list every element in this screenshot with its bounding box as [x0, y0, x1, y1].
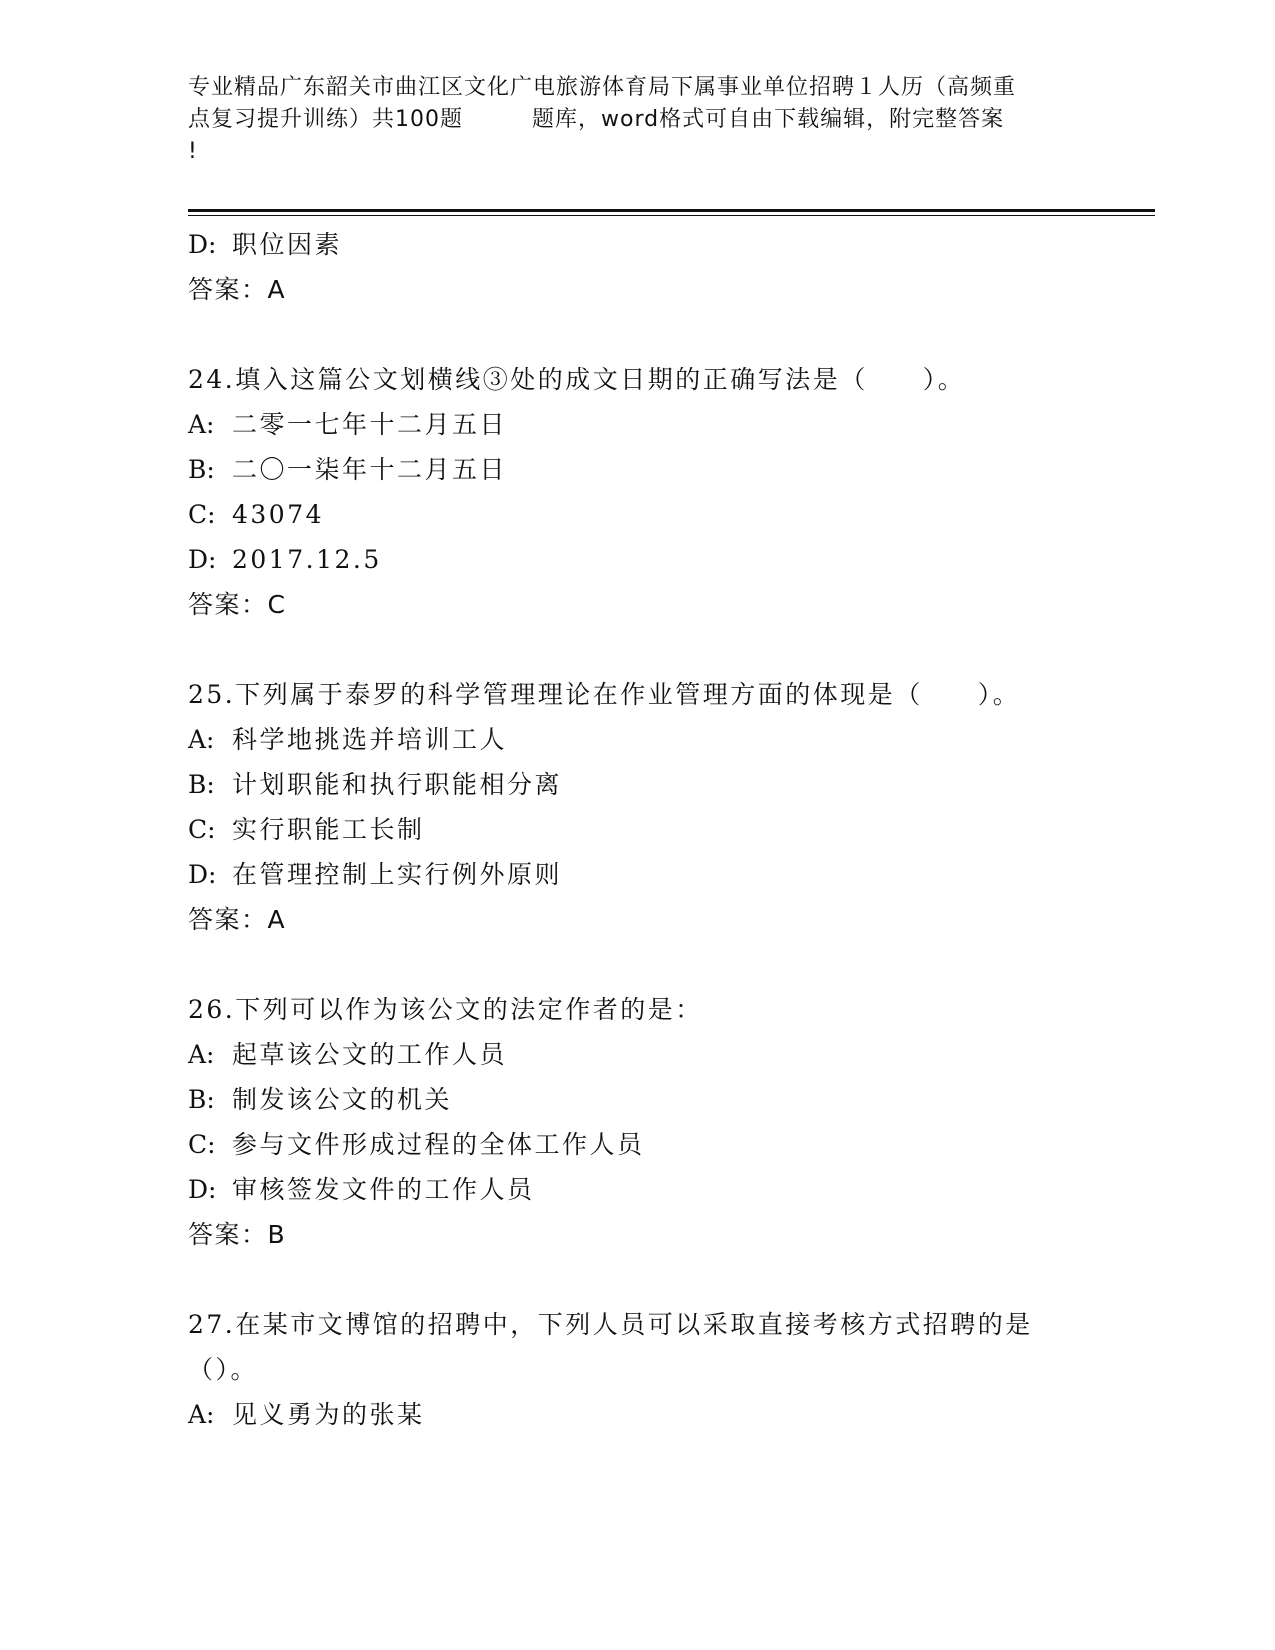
question-25: [188, 672, 1148, 942]
option-a: [188, 717, 1148, 762]
question-list: [188, 222, 1148, 1437]
header-divider-thick: [188, 209, 1155, 212]
option-text: 在管理控制上实行例外原则: [232, 860, 563, 889]
option-c: [188, 1122, 1148, 1167]
option-text: 审核签发文件的工作人员: [232, 1175, 535, 1204]
answer-line: 答案：B: [188, 1220, 287, 1249]
option-b: [188, 447, 1148, 492]
option-text: 43074: [232, 500, 325, 529]
option-label: D:: [188, 860, 217, 889]
header-line: 点复习提升训练）共100题 题库，word格式可自由下载编辑，附完整答案: [188, 107, 1005, 132]
question-24: [188, 357, 1148, 627]
option-a: [188, 402, 1148, 447]
option-text: 制发该公文的机关: [232, 1085, 453, 1114]
option-text: 二〇一柒年十二月五日: [232, 455, 508, 484]
answer-line: 答案：A: [188, 275, 287, 304]
question-26: [188, 987, 1148, 1257]
option-b: [188, 1077, 1148, 1122]
option-label: A:: [188, 725, 215, 754]
option-text: 见义勇为的张某: [232, 1400, 425, 1429]
option-label: B:: [188, 1085, 215, 1114]
option-c: [188, 492, 1148, 537]
option-text: 参与文件形成过程的全体工作人员: [232, 1130, 645, 1159]
option-label: C:: [188, 815, 216, 844]
option-text: 2017.12.5: [232, 545, 382, 574]
question-stem: 27.在某市文博馆的招聘中，下列人员可以采取直接考核方式招聘的是: [188, 1310, 1033, 1339]
option-d: [188, 852, 1148, 897]
option-label: A:: [188, 410, 215, 439]
option-text: 职位因素: [232, 230, 343, 259]
question-27: [188, 1302, 1148, 1437]
option-a: [188, 1032, 1148, 1077]
option-label: C:: [188, 1130, 216, 1159]
option-label: C:: [188, 500, 216, 529]
option-b: [188, 762, 1148, 807]
option-text: 实行职能工长制: [232, 815, 425, 844]
option-label: B:: [188, 770, 215, 799]
option-label: B:: [188, 455, 215, 484]
option-label: D:: [188, 545, 217, 574]
header-line: 专业精品广东韶关市曲江区文化广电旅游体育局下属事业单位招聘１人历（高频重: [188, 75, 1017, 100]
question-stem-continuation: （）。: [188, 1355, 259, 1384]
option-text: 起草该公文的工作人员: [232, 1040, 508, 1069]
option-a: [188, 1392, 1148, 1437]
option-d: [188, 222, 1148, 267]
answer-line: 答案：C: [188, 590, 287, 619]
header-line: !: [188, 139, 198, 164]
option-d: [188, 537, 1148, 582]
option-label: D:: [188, 1175, 217, 1204]
answer-line: 答案：A: [188, 905, 287, 934]
question-stem: 24.填入这篇公文划横线③处的成文日期的正确写法是（ ）。: [188, 365, 966, 394]
option-label: A:: [188, 1040, 215, 1069]
option-label: A:: [188, 1400, 215, 1429]
option-label: D:: [188, 230, 217, 259]
question-stem: 25.下列属于泰罗的科学管理理论在作业管理方面的体现是（ ）。: [188, 680, 1021, 709]
document-header: [188, 72, 1088, 168]
option-c: [188, 807, 1148, 852]
header-divider-thin: [188, 215, 1155, 216]
question-stem: 26.下列可以作为该公文的法定作者的是：: [188, 995, 703, 1024]
option-text: 科学地挑选并培训工人: [232, 725, 508, 754]
option-d: [188, 1167, 1148, 1212]
option-text: 计划职能和执行职能相分离: [232, 770, 563, 799]
option-text: 二零一七年十二月五日: [232, 410, 508, 439]
